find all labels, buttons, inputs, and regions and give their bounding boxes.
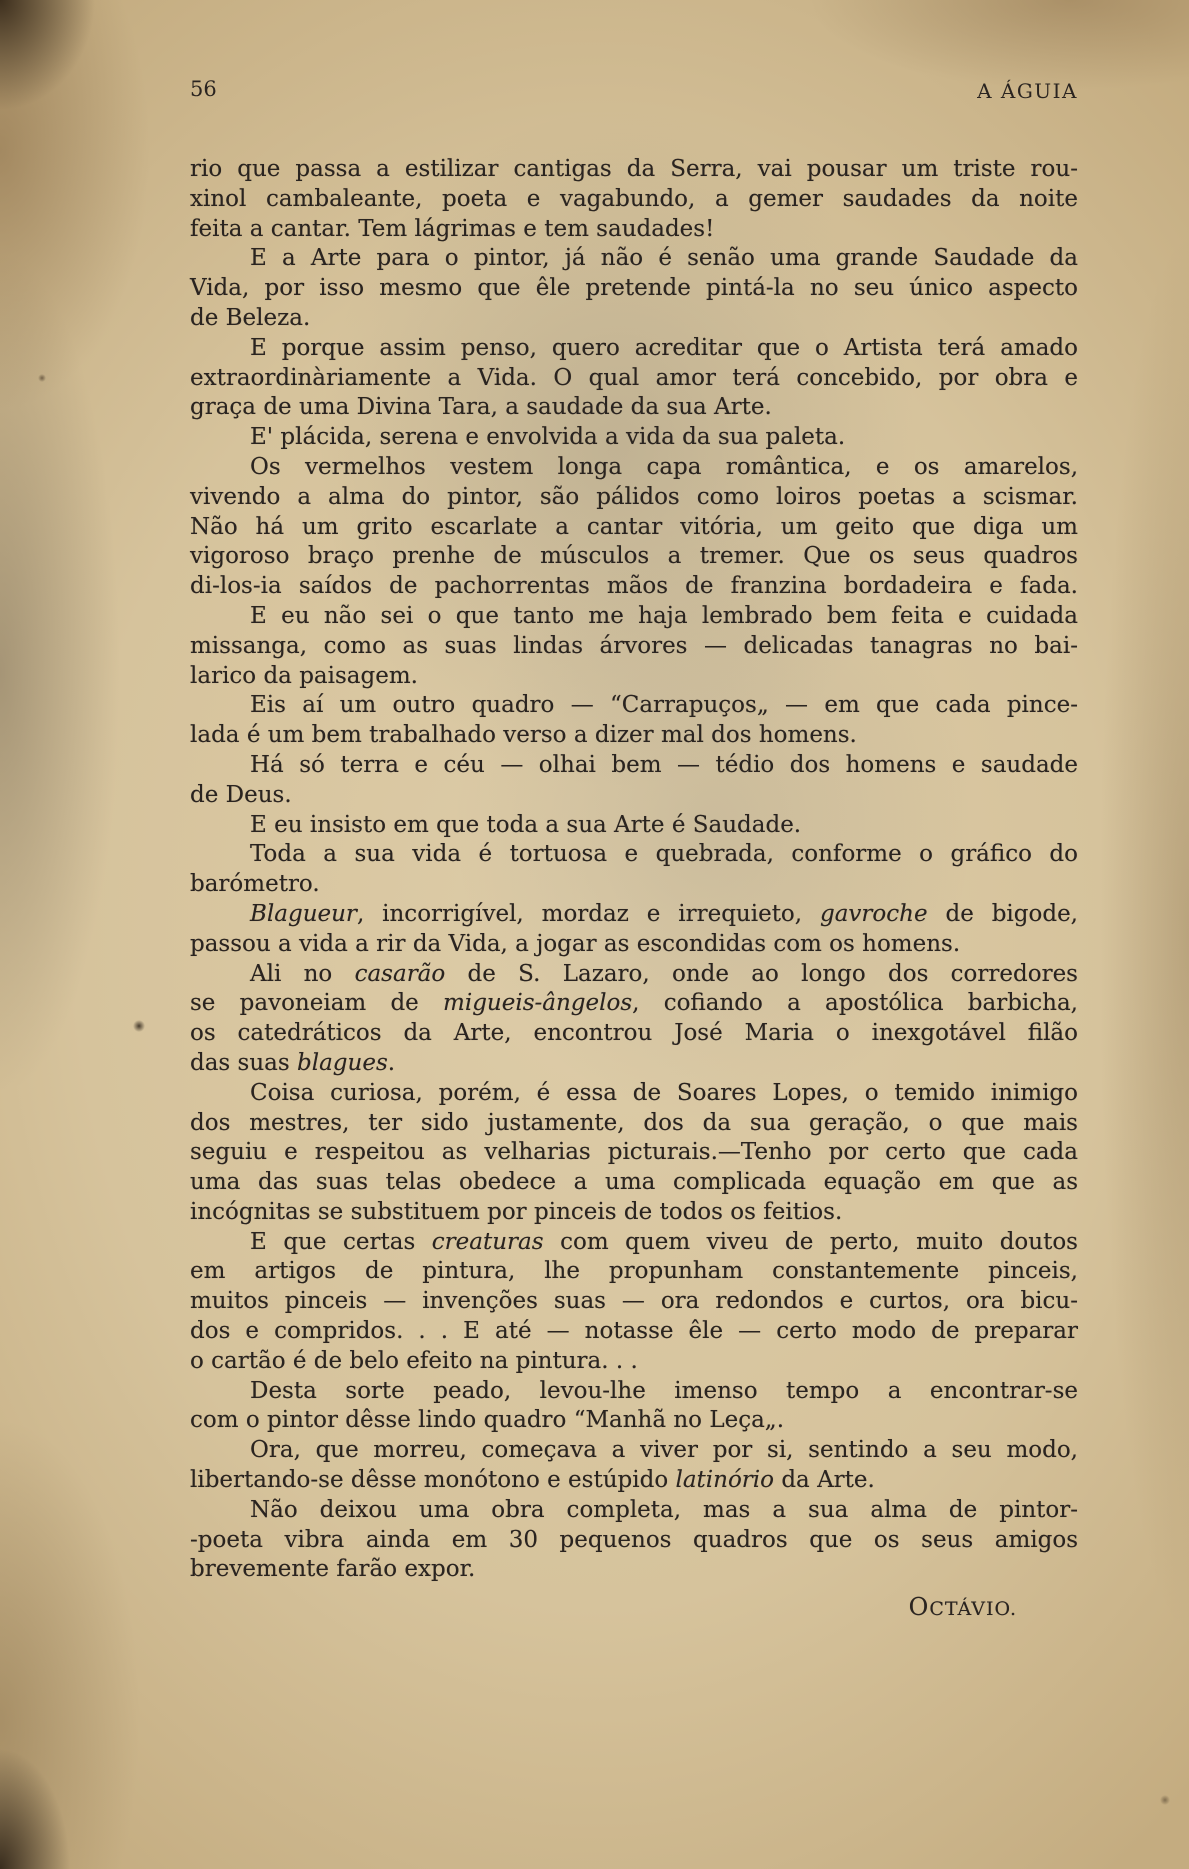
- line-text: de Beleza.: [190, 304, 311, 331]
- line-text: rio que passa a estilizar cantigas da Serra, vai pousar um triste rou-: [190, 156, 1078, 182]
- paragraph: [190, 751, 1078, 811]
- line-content: [250, 812, 801, 838]
- line-text: -poeta vibra ainda em 30 pequenos quadros que os seus amigos: [190, 1526, 1078, 1553]
- italic-term: creaturas: [431, 1228, 544, 1255]
- line-content: [190, 543, 1078, 569]
- paragraph: [190, 1228, 1078, 1377]
- line-text: feita a cantar. Tem lágrimas e tem saudades!: [190, 215, 715, 242]
- line-text: di-los-ia saídos de pachorrentas mãos de franzina bordadeira e fada.: [190, 573, 1078, 600]
- line-text: E a Arte para o pintor, já não é senão uma grande Saudade da: [250, 245, 1078, 272]
- text-line: [190, 483, 1078, 513]
- italic-term: latinório: [675, 1467, 775, 1494]
- line-text: Há só terra e céu — olhai bem — tédio dos homens e saudade: [250, 751, 1078, 778]
- line-text: libertando-se dêsse monótono e estúpido: [190, 1467, 676, 1494]
- text-line: [190, 1019, 1078, 1049]
- italic-term: gavroche: [820, 900, 928, 927]
- line-content: [190, 1556, 475, 1582]
- italic-term: Blagueur: [250, 900, 357, 927]
- line-content: [190, 1139, 1078, 1165]
- text-line: [190, 215, 1078, 245]
- line-content: [250, 1378, 1078, 1404]
- line-content: [190, 1110, 1078, 1136]
- line-content: [250, 752, 1078, 778]
- line-content: [190, 1199, 842, 1225]
- text-line: [190, 1526, 1078, 1556]
- line-content: [190, 1318, 1078, 1344]
- text-line: [190, 1257, 1078, 1287]
- line-content: [190, 722, 857, 748]
- line-text: Não há um grito escarlate a cantar vitória, um geito que diga um: [190, 513, 1078, 540]
- line-content: [190, 1288, 1078, 1314]
- line-content: [190, 782, 292, 808]
- text-line: [190, 1138, 1078, 1168]
- page-number: 56: [190, 77, 217, 101]
- line-content: [190, 484, 1078, 510]
- text-line: [190, 572, 1078, 602]
- line-content: [190, 1169, 1078, 1195]
- line-text: Não deixou uma obra completa, mas a sua alma de pintor-: [250, 1496, 1078, 1523]
- paragraph: [190, 1377, 1078, 1437]
- text-line: [190, 1555, 1078, 1585]
- text-line: [190, 930, 1078, 960]
- line-text: E porque assim penso, quero acreditar que o Artista terá amado: [250, 334, 1078, 361]
- text-line: [190, 1079, 1078, 1109]
- line-content: [190, 1020, 1078, 1046]
- line-content: [190, 1348, 638, 1374]
- line-content: [190, 305, 310, 331]
- line-content: [250, 454, 1078, 480]
- line-text: Ali no: [250, 960, 355, 987]
- line-content: [190, 156, 1078, 182]
- line-text: seguiu e respeitou as velharias picturais.—Tenho por certo que cada: [190, 1139, 1078, 1166]
- line-text: Toda a sua vida é tortuosa e quebrada, conforme o gráfico do: [250, 841, 1078, 868]
- line-content: [190, 275, 1078, 301]
- line-content: [250, 1497, 1078, 1523]
- paragraph: [190, 244, 1078, 333]
- line-text: , incorrigível, mordaz e irrequieto,: [356, 900, 820, 927]
- paragraph: [190, 602, 1078, 691]
- line-content: [190, 514, 1078, 540]
- text-line: [190, 632, 1078, 662]
- line-text: de Deus.: [190, 781, 292, 808]
- text-line: [190, 304, 1078, 334]
- text-line: [190, 423, 1078, 453]
- line-text: das suas: [190, 1049, 297, 1076]
- line-text: lada é um bem trabalhado verso a dizer mal dos homens.: [190, 722, 857, 749]
- line-text: E' plácida, serena e envolvida a vida da sua paleta.: [250, 424, 846, 451]
- line-content: [250, 424, 845, 450]
- line-content: [250, 841, 1078, 867]
- line-text: de S. Lazaro, onde ao longo dos corredores: [445, 960, 1078, 987]
- text-line: [190, 1347, 1078, 1377]
- line-text: passou a vida a rir da Vida, a jogar as escondidas com os homens.: [190, 930, 961, 957]
- line-content: [250, 1229, 1078, 1255]
- text-line: [190, 1287, 1078, 1317]
- text-line: [190, 989, 1078, 1019]
- paragraph: [190, 811, 1078, 841]
- line-content: [190, 186, 1078, 212]
- line-text: o cartão é de belo efeito na pintura. . .: [190, 1347, 638, 1374]
- line-content: [190, 1258, 1078, 1284]
- line-content: [190, 663, 418, 689]
- line-content: [190, 633, 1078, 659]
- line-content: [190, 394, 772, 420]
- text-line: [190, 751, 1078, 781]
- paragraph: [190, 840, 1078, 900]
- line-text: barómetro.: [190, 871, 320, 898]
- line-text: .: [387, 1049, 396, 1076]
- italic-term: migueis-ângelos: [443, 990, 633, 1017]
- text-line: [190, 1496, 1078, 1526]
- line-text: E eu insisto em que toda a sua Arte é Saudade.: [250, 811, 802, 838]
- text-line: [190, 1049, 1078, 1079]
- line-text: missanga, como as suas lindas árvores — delicadas tanagras no bai-: [190, 632, 1078, 659]
- paragraph: [190, 900, 1078, 960]
- text-line: [190, 244, 1078, 274]
- text-line: [190, 393, 1078, 423]
- line-content: [190, 573, 1078, 599]
- line-text: Vida, por isso mesmo que êle pretende pintá-la no seu único aspecto: [190, 275, 1078, 302]
- text-line: [190, 721, 1078, 751]
- line-text: os catedráticos da Arte, encontrou José Maria o inexgotável filão: [190, 1020, 1078, 1047]
- line-text: E eu não sei o que tanto me haja lembrado bem feita e cuidada: [250, 602, 1078, 629]
- line-text: com o pintor dêsse lindo quadro “Manhã no Leça„.: [190, 1407, 785, 1434]
- text-line: [190, 1406, 1078, 1436]
- text-line: [190, 811, 1078, 841]
- line-text: vigoroso braço prenhe de músculos a tremer. Que os seus quadros: [190, 543, 1078, 570]
- text-line: [190, 155, 1078, 185]
- line-text: E que certas: [250, 1228, 432, 1255]
- line-text: graça de uma Divina Tara, a saudade da sua Arte.: [190, 394, 772, 421]
- line-content: [190, 1407, 784, 1433]
- text-line: [190, 513, 1078, 543]
- line-content: [190, 990, 1078, 1016]
- text-line: [190, 1198, 1078, 1228]
- paragraph: [190, 1496, 1078, 1585]
- line-content: [250, 335, 1078, 361]
- line-text: Desta sorte peado, levou-lhe imenso tempo a encontrar-se: [250, 1377, 1078, 1404]
- line-text: extraordinàriamente a Vida. O qual amor terá concebido, por obra e: [190, 364, 1078, 391]
- line-text: larico da paisagem.: [190, 662, 418, 689]
- text-line: [190, 1377, 1078, 1407]
- line-text: brevemente farão expor.: [190, 1556, 476, 1583]
- text-line: [190, 781, 1078, 811]
- italic-term: blagues: [297, 1049, 388, 1076]
- line-text: xinol cambaleante, poeta e vagabundo, a gemer saudades da noite: [190, 185, 1078, 212]
- line-text: dos e compridos. . . E até — notasse êle — certo modo de preparar: [190, 1318, 1078, 1345]
- text-line: [190, 274, 1078, 304]
- line-text: uma das suas telas obedece a uma complicada equação em que as: [190, 1169, 1078, 1196]
- line-text: se pavoneiam de: [190, 990, 444, 1017]
- line-content: [250, 692, 1078, 718]
- line-text: com quem viveu de perto, muito doutos: [543, 1228, 1078, 1255]
- text-line: [190, 900, 1078, 930]
- text-line: [190, 1109, 1078, 1139]
- running-head: [190, 72, 1078, 106]
- line-text: Coisa curiosa, porém, é essa de Soares Lopes, o temido inimigo: [250, 1079, 1078, 1106]
- text-line: [190, 364, 1078, 394]
- paragraph: [190, 423, 1078, 453]
- line-content: [250, 961, 1078, 987]
- text-line: [190, 1466, 1078, 1496]
- text-line: [190, 602, 1078, 632]
- paragraph: [190, 1436, 1078, 1496]
- text-line: [190, 840, 1078, 870]
- line-content: [250, 245, 1078, 271]
- line-content: [190, 871, 320, 897]
- line-text: de bigode,: [927, 900, 1078, 927]
- paragraph: [190, 453, 1078, 602]
- journal-title: A ÁGUIA: [977, 79, 1078, 103]
- line-text: em artigos de pintura, lhe propunham constantemente pinceis,: [190, 1258, 1078, 1285]
- text-line: [190, 870, 1078, 900]
- paragraph: [190, 334, 1078, 423]
- article-body: [190, 155, 1078, 1585]
- line-content: [190, 1050, 395, 1076]
- author-signature: OCTÁVIO.: [908, 1593, 1017, 1621]
- line-text: incógnitas se substituem por pinceis de todos os feitios.: [190, 1198, 843, 1225]
- line-content: [190, 216, 714, 242]
- line-text: da Arte.: [774, 1467, 875, 1494]
- italic-term: casarão: [354, 960, 446, 987]
- paragraph: [190, 691, 1078, 751]
- text-line: [190, 960, 1078, 990]
- line-content: [190, 931, 960, 957]
- line-content: [190, 1467, 875, 1493]
- line-text: dos mestres, ter sido justamente, dos da sua geração, o que mais: [190, 1109, 1078, 1136]
- paragraph: [190, 1079, 1078, 1228]
- text-line: [190, 1168, 1078, 1198]
- text-line: [190, 1317, 1078, 1347]
- line-text: Ora, que morreu, começava a viver por si, sentindo a seu modo,: [250, 1437, 1078, 1464]
- line-content: [250, 1437, 1078, 1463]
- line-content: [190, 1527, 1078, 1553]
- line-content: [250, 603, 1078, 629]
- line-content: [250, 901, 1078, 927]
- line-text: , cofiando a apostólica barbicha,: [632, 990, 1078, 1017]
- line-text: Os vermelhos vestem longa capa romântica, e os amarelos,: [250, 453, 1078, 480]
- text-line: [190, 542, 1078, 572]
- text-line: [190, 453, 1078, 483]
- paragraph: [190, 960, 1078, 1079]
- line-content: [190, 365, 1078, 391]
- line-text: muitos pinceis — invenções suas — ora redondos e curtos, ora bicu-: [190, 1288, 1078, 1315]
- text-line: [190, 1228, 1078, 1258]
- text-line: [190, 1436, 1078, 1466]
- line-text: Eis aí um outro quadro — “Carrapuços„ — em que cada pince-: [250, 692, 1078, 719]
- text-line: [190, 185, 1078, 215]
- text-line: [190, 662, 1078, 692]
- paragraph: [190, 155, 1078, 244]
- text-line: [190, 334, 1078, 364]
- text-line: [190, 691, 1078, 721]
- line-content: [250, 1080, 1078, 1106]
- line-text: vivendo a alma do pintor, são pálidos como loiros poetas a scismar.: [190, 483, 1078, 510]
